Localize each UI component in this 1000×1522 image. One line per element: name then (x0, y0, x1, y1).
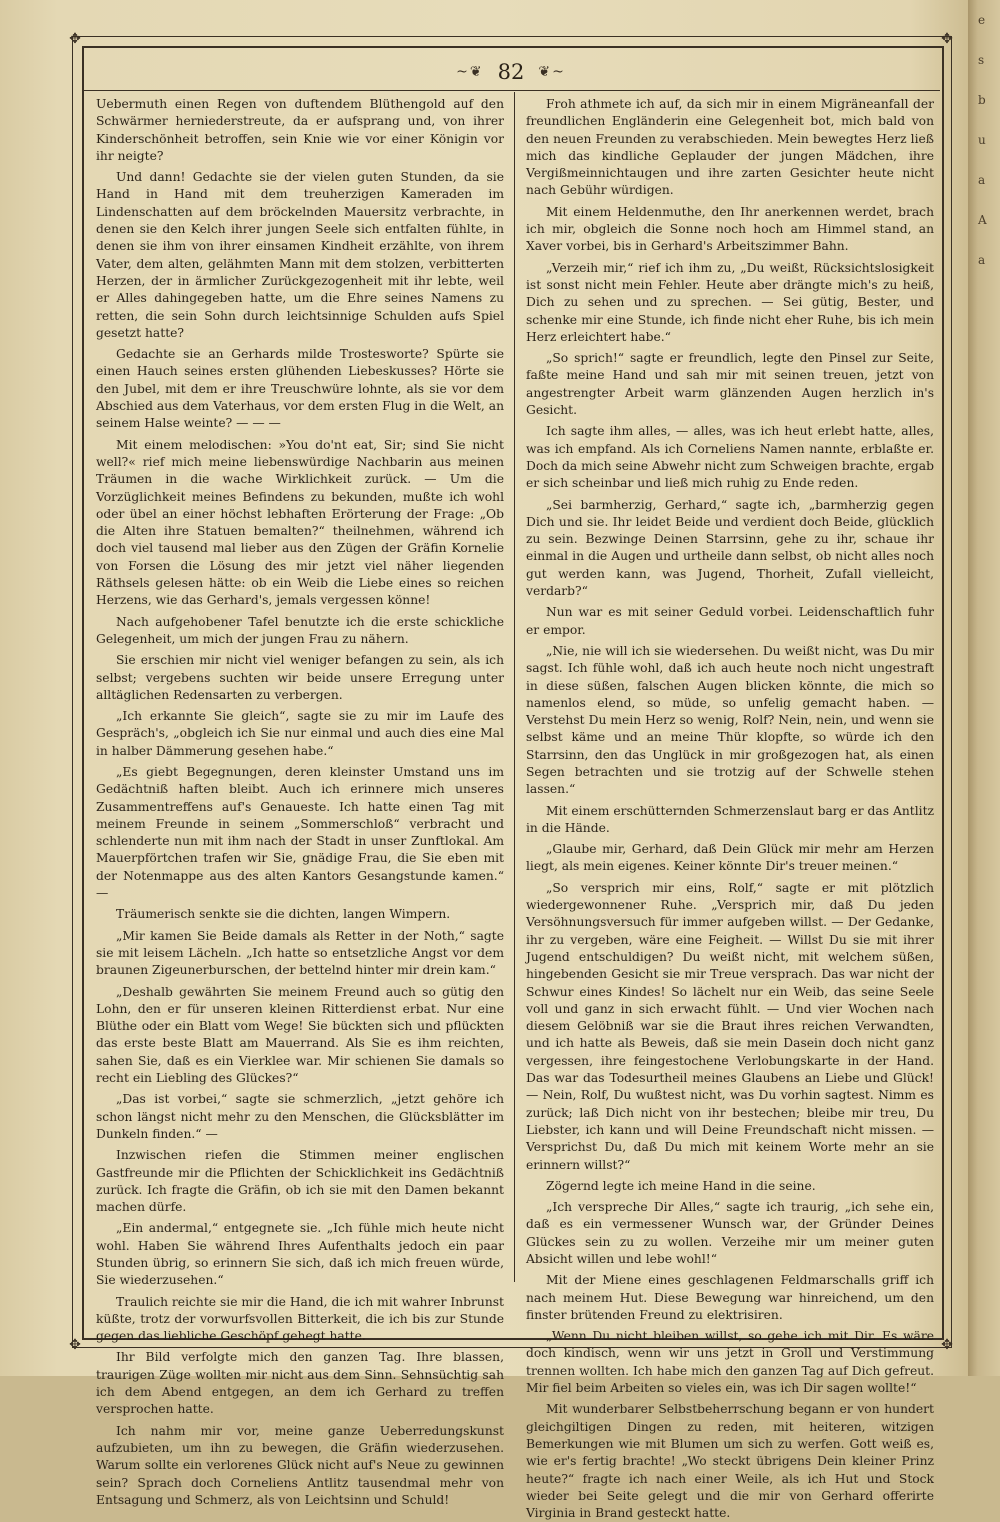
paragraph: Mit einem melodischen: »You do'nt eat, Sir; sind Sie nicht well?« rief mich meine liebenswürdige Nachbarin aus meinen Träumen in die wache Wirklichkeit zurück. — Um die Vorzüglichkeit meines Befindens zu bekunden, mußte ich wohl oder übel an einer höchst lebhaften Erörterung der Frage: „Ob die Alten ihre Statuen bemalten?“ theilnehmen, während ich doch viel tausend mal lieber aus den Zügen der Gräfin Kornelie von Forsen die Lösung des mir jetzt viel näher liegenden Räthsels gelesen hätte: ob ein Weib die Liebe eines so reichen Herzens, wie das Gerhard's, jemals vergessen könne! (96, 437, 504, 608)
edge-glyph: a (978, 253, 986, 267)
paragraph: „Nie, nie will ich sie wiedersehen. Du weißt nicht, was Du mir sagst. Ich fühle wohl, daß ich auch heute noch nicht ungestraft in diese süßen, falschen Augen blicken könnte, die mich so namenlos elend, so müde, so unfelig gemacht haben. — Verstehst Du mein Herz so wenig, Rolf? Nein, nein, und wenn sie selbst käme und an meine Thür klopfte, so würde ich den Starrsinn, den das Unglück in mir großgezogen hat, als einen Segen betrachten und sie trotzig auf der Schwelle stehen lassen.“ (526, 643, 934, 797)
paragraph: Nach aufgehobener Tafel benutzte ich die erste schickliche Gelegenheit, um mich der jungen Frau zu nähern. (96, 614, 504, 646)
header-rule (82, 90, 940, 91)
paragraph: Ich nahm mir vor, meine ganze Ueberredungskunst aufzubieten, um ihn zu bewegen, die Gräfin wiederzusehen. Warum sollte ein verlorenes Glück nicht auf's Neue zu gewinnen sein? Sprach doch Corneliens Antlitz tausendmal mehr von Entsagung und Schmerz, als von Leichtsinn und Schuld! (96, 1423, 504, 1507)
paragraph: „Deshalb gewährten Sie meinem Freund auch so gütig den Lohn, den er für unseren kleinen Ritterdienst erbat. Nur eine Blüthe oder ein Blatt vom Wege! Sie bückten sich und pflückten das erste beste Blatt am Mauerrand. Als Sie es ihm reichten, sahen Sie, daß es ein Vierklee war. Mir schienen Sie damals so recht ein Liebling des Glückes?“ (96, 984, 504, 1086)
paragraph: Ihr Bild verfolgte mich den ganzen Tag. Ihre blassen, traurigen Züge wollten mir nicht aus dem Sinn. Sehnsüchtig sah ich dem Abend entgegen, an dem ich Gerhard zu treffen versprochen hatte. (96, 1350, 504, 1417)
edge-glyph: a (978, 173, 986, 187)
paragraph: Mit einem erschütternden Schmerzenslaut barg er das Antlitz in die Hände. (526, 803, 934, 835)
edge-glyph: A (978, 213, 987, 227)
text-column-left (96, 96, 504, 1507)
paragraph: „So versprich mir eins, Rolf,“ sagte er mit plötzlich wiedergewonnener Ruhe. „Versprich mir, daß Du jeden Versöhnungsversuch für immer aufgeben willst. — Der Gedanke, ihr zu vergeben, wäre eine Feigheit. — Willst Du sie mit ihrer Jugend entschuldigen? Du weißt nicht, mit welchem süßen, hingebenden Gesicht sie mir Treue versprach. Das war nicht der Schwur eines Kindes! So lächelt nur ein Weib, das seine Seele voll und ganz in sich erwacht fühlt. — Und vier Wochen nach diesem Gelöbniß war sie die Braut ihres reichen Verwandten, und ich hatte als Beweis, daß sie mein Dasein doch nicht ganz vergessen, ihre feingestochene Verlobungskarte in der Hand. Das war das Todesurtheil meines Glaubens an Liebe und Glück! — Nein, Rolf, Du wußtest nicht, was Du vorhin sagtest. Nimm es zurück; laß Dich nicht von ihr bestechen; bleibe mir treu, Du Liebster, ich kann und will Deine Freundschaft nicht missen. — Versprichst Du, daß Du mich mit keinem Worte mehr an sie erinnern willst?“ (526, 880, 934, 1172)
paragraph: „Wenn Du nicht bleiben willst, so gehe ich mit Dir. Es wäre doch kindisch, wenn wir uns jetzt in Groll und Verstimmung trennen wollten. Ich habe mich den ganzen Tag auf Dich gefreut. Mir fiel beim Arbeiten so vieles ein, was ich Dir sagen wollte!“ (526, 1329, 934, 1396)
paragraph: „So sprich!“ sagte er freundlich, legte den Pinsel zur Seite, faßte meine Hand und sah mir mit seinen treuen, jetzt von angestrengter Arbeit warm glänzenden Augen herzlich in's Gesicht. (526, 351, 934, 418)
text-column-right (526, 96, 934, 1521)
header-ornament-right-icon: ❦~ (538, 64, 566, 80)
paragraph: Ich sagte ihm alles, — alles, was ich heut erlebt hatte, alles, was ich empfand. Als ich Corneliens Namen nannte, erblaßte er. Doch da mich seine Abwehr nicht zum Schweigen brachte, ergab er sich scheinbar und ließ mich ruhig zu Ende reden. (526, 424, 934, 491)
corner-ornament-icon: ✥ (941, 1337, 953, 1353)
adjacent-page-edge (968, 0, 1000, 1376)
header-ornament-left-icon: ~❦ (456, 64, 484, 80)
edge-glyph: u (978, 133, 986, 147)
edge-glyph: e (978, 13, 986, 27)
edge-glyph: s (978, 53, 985, 67)
paragraph: „Mir kamen Sie Beide damals als Retter in der Noth,“ sagte sie mit leisem Lächeln. „Ich hatte so entsetzliche Angst vor dem braunen Zigeunerburschen, der bettelnd hinter mir drein kam.“ (96, 928, 504, 978)
corner-ornament-icon: ✥ (69, 31, 81, 47)
paragraph: Uebermuth einen Regen von duftendem Blüthengold auf den Schwärmer herniederstreute, da er aufsprang und, von ihrer Kinderschönheit betroffen, sein Knie wie vor einer Königin vor ihr neigte? (96, 97, 504, 163)
paragraph: Mit der Miene eines geschlagenen Feldmarschalls griff ich nach meinem Hut. Diese Bewegung war hinreichend, um den finster brütenden Freund zu elektrisiren. (526, 1273, 934, 1322)
corner-ornament-icon: ✥ (941, 31, 953, 47)
paragraph: Träumerisch senkte sie die dichten, langen Wimpern. (116, 907, 451, 922)
paragraph: „Verzeih mir,“ rief ich ihm zu, „Du weißt, Rücksichtslosigkeit ist sonst nicht mein Fehler. Heute aber drängte mich's zu heiß, Dich zu sehen und zu sprechen. — Sei gütig, Bester, und schenke mir eine Stunde, ich finde nicht eher Ruhe, bis ich mein Herz erleichtert habe.“ (526, 260, 934, 344)
paragraph: Mit einem Heldenmuthe, den Ihr anerkennen werdet, brach ich mir, obgleich die Sonne noch hoch am Himmel stand, an Xaver vorbei, bis in Gerhard's Arbeitszimmer Bahn. (526, 204, 934, 254)
paragraph: „Es giebt Begegnungen, deren kleinster Umstand uns im Gedächtniß haften bleibt. Auch ich erinnere mich unseres Zusammentreffens auf's Genaueste. Ich hatte einen Tag mit meinem Freunde in seinem „Sommerschloß“ verbracht und schlenderte nun mit ihm nach der Stadt in unser Zunftlokal. Am Mauerpförtchen trafen wir Sie, gnädige Frau, die Sie eben mit der Notenmappe aus des alten Kantors Gesangstunde kamen.“ — (96, 764, 504, 901)
paragraph: „Das ist vorbei,“ sagte sie schmerzlich, „jetzt gehöre ich schon längst nicht mehr zu den Menschen, die Glücksblätter im Dunkeln finden.“ — (96, 1092, 504, 1141)
paragraph: Nun war es mit seiner Geduld vorbei. Leidenschaftlich fuhr er empor. (526, 605, 934, 637)
paragraph: „Ich verspreche Dir Alles,“ sagte ich traurig, „ich sehe ein, daß es ein vermessener Wunsch war, der Gründer Deines Glückes sein zu zu wollen. Verzeihe mir um meiner guten Absicht willen und lebe wohl!“ (526, 1200, 934, 1266)
corner-ornament-icon: ✥ (69, 1337, 81, 1353)
paragraph: Sie erschien mir nicht viel weniger befangen zu sein, als ich selbst; vergebens suchten wir beide unsere Erregung unter alltäglichen Redensarten zu verbergen. (96, 653, 504, 702)
paragraph: Inzwischen riefen die Stimmen meiner englischen Gastfreunde mir die Pflichten der Schicklichkeit ins Gedächtniß zurück. Ich fragte die Gräfin, ob ich sie mit den Damen bekannt machen dürfe. (96, 1148, 504, 1215)
paragraph: Froh athmete ich auf, da sich mir in einem Migräneanfall der freundlichen Engländerin eine Gelegenheit bot, mich bald von den neuen Freunden zu verabschieden. Mein bewegtes Herz ließ mich das kindliche Geplauder der jungen Mädchen, ihre Vergißmeinnichtaugen und ihre zarten Gesichter heute nicht nach Gebühr würdigen. (526, 97, 934, 198)
paragraph: „Glaube mir, Gerhard, daß Dein Glück mir mehr am Herzen liegt, als mein eigenes. Keiner könnte Dir's treuer meinen.“ (526, 842, 934, 874)
paragraph: Zögernd legte ich meine Hand in die seine. (546, 1178, 816, 1193)
paragraph: „Sei barmherzig, Gerhard,“ sagte ich, „barmherzig gegen Dich und sie. Ihr leidet Beide und verdient doch Beide, glücklich zu sein. Bezwinge Deinen Starrsinn, gehe zu ihr, schaue ihr einmal in die Augen und urtheile dann selbst, ob nicht alles noch gut werden kann, was Jugend, Thorheit, Zufall vielleicht, verdarb?“ (526, 497, 934, 599)
paragraph: „Ich erkannte Sie gleich“, sagte sie zu mir im Laufe des Gespräch's, „obgleich ich Sie nur einmal und auch dies eine Mal in halber Dämmerung gesehen habe.“ (96, 709, 504, 758)
paragraph: Traulich reichte sie mir die Hand, die ich mit wahrer Inbrunst küßte, trotz der vorwurfsvollen Bitterkeit, die ich bis zur Stunde gegen das liebliche Geschöpf gehegt hatte. (96, 1294, 504, 1344)
paragraph: Mit wunderbarer Selbstbeherrschung begann er von hundert gleichgiltigen Dingen zu reden, mit heiteren, witzigen Bemerkungen wie mit Blumen um sich zu werfen. Gott weiß es, wie er's fertig brachte! „Wo steckt übrigens Dein kleiner Prinz heute?“ fragte ich nach einer Weile, als ich Hut und Stock wieder bei Seite gelegt und die mir von Gerhard offerirte Virginia in Brand gesteckt hatte. (526, 1402, 934, 1521)
page-number: 82 (497, 60, 525, 84)
column-divider (514, 92, 515, 1282)
edge-glyph: b (978, 93, 986, 107)
page-header (82, 52, 940, 92)
paragraph: „Ein andermal,“ entgegnete sie. „Ich fühle mich heute nicht wohl. Haben Sie während Ihres Aufenthalts jedoch ein paar Stunden übrig, so erinnern Sie sich, daß ich mich freuen würde, Sie wiederzusehen.“ (96, 1221, 504, 1288)
paragraph: Gedachte sie an Gerhards milde Trostesworte? Spürte sie einen Hauch seines ersten glühenden Liebeskusses? Hörte sie den Jubel, mit dem er ihre Treuschwüre lohnte, als sie vor dem Abschied aus dem Vaterhaus, vor dem ersten Flug in die Welt, an seinem Halse weinte? — — — (96, 347, 504, 431)
paragraph: Und dann! Gedachte sie der vielen guten Stunden, da sie Hand in Hand mit dem treuherzigen Kameraden im Lindenschatten auf dem bröckelnden Mauersitz verbrachte, in denen sie den Kelch ihrer jungen Seele sich entfalten fühlte, in denen sie ihm von ihrer einsamen Kindheit erzählte, von ihrem Vater, dem alten, gelähmten Mann mit dem stolzen, verbitterten Herzen, der in ärmlicher Zurückgezogenheit mit ihr lebte, weil er Alles dahingegeben hatte, um die Ehre seines Namens zu retten, die sein Sohn durch leichtsinnige Schulden aufs Spiel gesetzt hatte? (96, 170, 504, 340)
